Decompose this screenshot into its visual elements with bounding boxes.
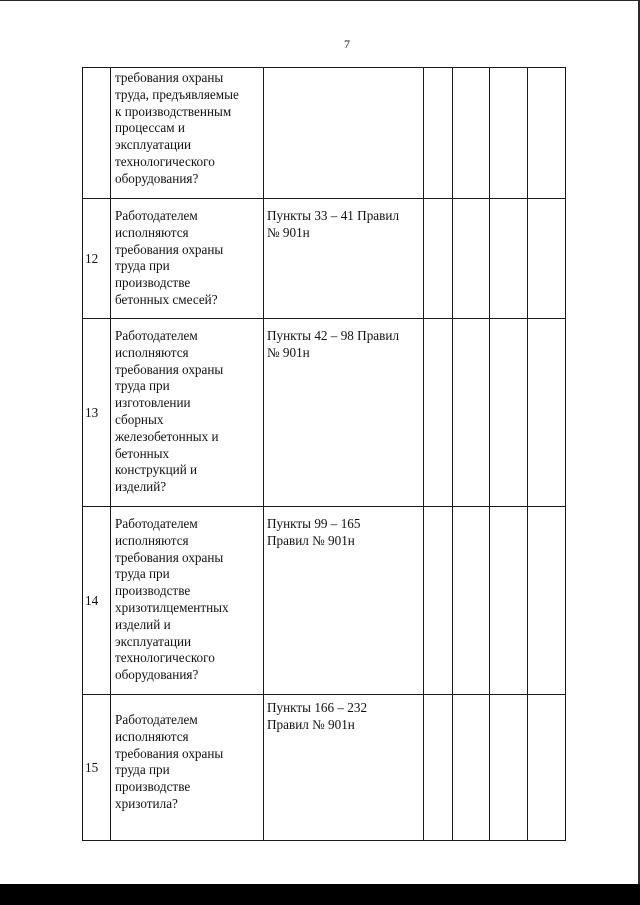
row-number-cell — [83, 68, 111, 199]
checklist-table — [82, 67, 566, 841]
row-number-cell: 12 — [83, 199, 111, 319]
question-text-line: требования охраны — [115, 361, 224, 377]
answer-yes-cell — [424, 68, 453, 199]
question-text-line: исполняются — [115, 728, 189, 744]
row-number-cell: 13 — [83, 319, 111, 507]
question-text-line: изделий? — [115, 479, 167, 495]
note-cell — [528, 199, 566, 319]
question-cell — [111, 319, 264, 507]
question-text-line: изделий и — [115, 616, 171, 632]
reference-cell — [264, 68, 424, 199]
answer-no-cell — [453, 507, 490, 695]
question-text-line: труда при — [115, 762, 170, 778]
question-text-line: труда, предъявляемые — [115, 86, 239, 102]
checklist-table-body — [83, 68, 566, 841]
question-cell — [111, 199, 264, 319]
question-text-line: требования охраны — [115, 549, 224, 565]
question-text-line: производстве — [115, 275, 191, 291]
reference-text-line: Пункты 33 – 41 Правил — [267, 208, 400, 223]
answer-yes-cell — [424, 199, 453, 319]
answer-na-cell — [490, 319, 528, 507]
answer-na-cell — [490, 507, 528, 695]
note-cell — [528, 68, 566, 199]
reference-text-line: Правил № 901н — [267, 532, 355, 548]
reference-text-line: Пункты 166 – 232 — [267, 700, 368, 715]
reference-text-line: Правил № 901н — [267, 716, 355, 732]
reference-text-line: № 901н — [267, 344, 310, 360]
question-text-line: исполняются — [115, 532, 189, 548]
answer-yes-cell — [424, 507, 453, 695]
question-text-line: процессам и — [115, 120, 185, 136]
row-number-cell: 15 — [83, 695, 111, 841]
answer-no-cell — [453, 68, 490, 199]
question-text-line: изготовлении — [115, 395, 191, 411]
reference-cell — [264, 507, 424, 695]
question-text-line: Работодателем — [115, 712, 198, 727]
question-cell — [111, 507, 264, 695]
question-text-line: сборных — [115, 411, 164, 427]
answer-no-cell — [453, 695, 490, 841]
question-cell — [111, 695, 264, 841]
answer-na-cell — [490, 695, 528, 841]
question-text-line: бетонных смесей? — [115, 291, 218, 307]
reference-cell — [264, 695, 424, 841]
question-text-line: технологического — [115, 650, 215, 666]
question-text-line: оборудования? — [115, 170, 199, 186]
scan-edge-top — [0, 0, 640, 1]
answer-no-cell — [453, 199, 490, 319]
note-cell — [528, 507, 566, 695]
answer-yes-cell — [424, 319, 453, 507]
row-number-cell: 14 — [83, 507, 111, 695]
table-row — [83, 507, 566, 695]
reference-text-line: Пункты 42 – 98 Правил — [267, 328, 400, 343]
table-row — [83, 319, 566, 507]
question-text-line: требования охраны — [115, 70, 224, 85]
question-text-line: бетонных — [115, 445, 170, 461]
question-text-line: Работодателем — [115, 328, 198, 343]
reference-text-line: № 901н — [267, 224, 310, 240]
question-text-line: исполняются — [115, 344, 189, 360]
question-text-line: труда при — [115, 566, 170, 582]
note-cell — [528, 695, 566, 841]
question-text-line: труда при — [115, 258, 170, 274]
answer-yes-cell — [424, 695, 453, 841]
question-text-line: исполняются — [115, 224, 189, 240]
note-cell — [528, 319, 566, 507]
question-text-line: производстве — [115, 779, 191, 795]
table-row — [83, 695, 566, 841]
question-text-line: железобетонных и — [115, 428, 219, 444]
question-text-line: эксплуатации — [115, 137, 192, 153]
question-cell — [111, 68, 264, 199]
question-text-line: к производственным — [115, 103, 232, 119]
reference-cell — [264, 199, 424, 319]
question-text-line: оборудования? — [115, 667, 199, 683]
question-text-line: хризотила? — [115, 795, 178, 811]
question-text-line: технологического — [115, 153, 215, 169]
answer-na-cell — [490, 68, 528, 199]
question-text-line: хризотилцементных — [115, 599, 229, 615]
question-text-line: Работодателем — [115, 516, 198, 531]
page-number: 7 — [344, 37, 350, 51]
scan-edge-bottom — [0, 884, 640, 905]
answer-na-cell — [490, 199, 528, 319]
question-text-line: эксплуатации — [115, 633, 192, 649]
table-row — [83, 199, 566, 319]
question-text-line: требования охраны — [115, 745, 224, 761]
question-text-line: требования охраны — [115, 241, 224, 257]
question-text-line: производстве — [115, 583, 191, 599]
question-text-line: конструкций и — [115, 462, 198, 478]
table-row — [83, 68, 566, 199]
reference-cell — [264, 319, 424, 507]
reference-text-line: Пункты 99 – 165 — [267, 516, 361, 531]
question-text-line: труда при — [115, 378, 170, 394]
answer-no-cell — [453, 319, 490, 507]
question-text-line: Работодателем — [115, 208, 198, 223]
